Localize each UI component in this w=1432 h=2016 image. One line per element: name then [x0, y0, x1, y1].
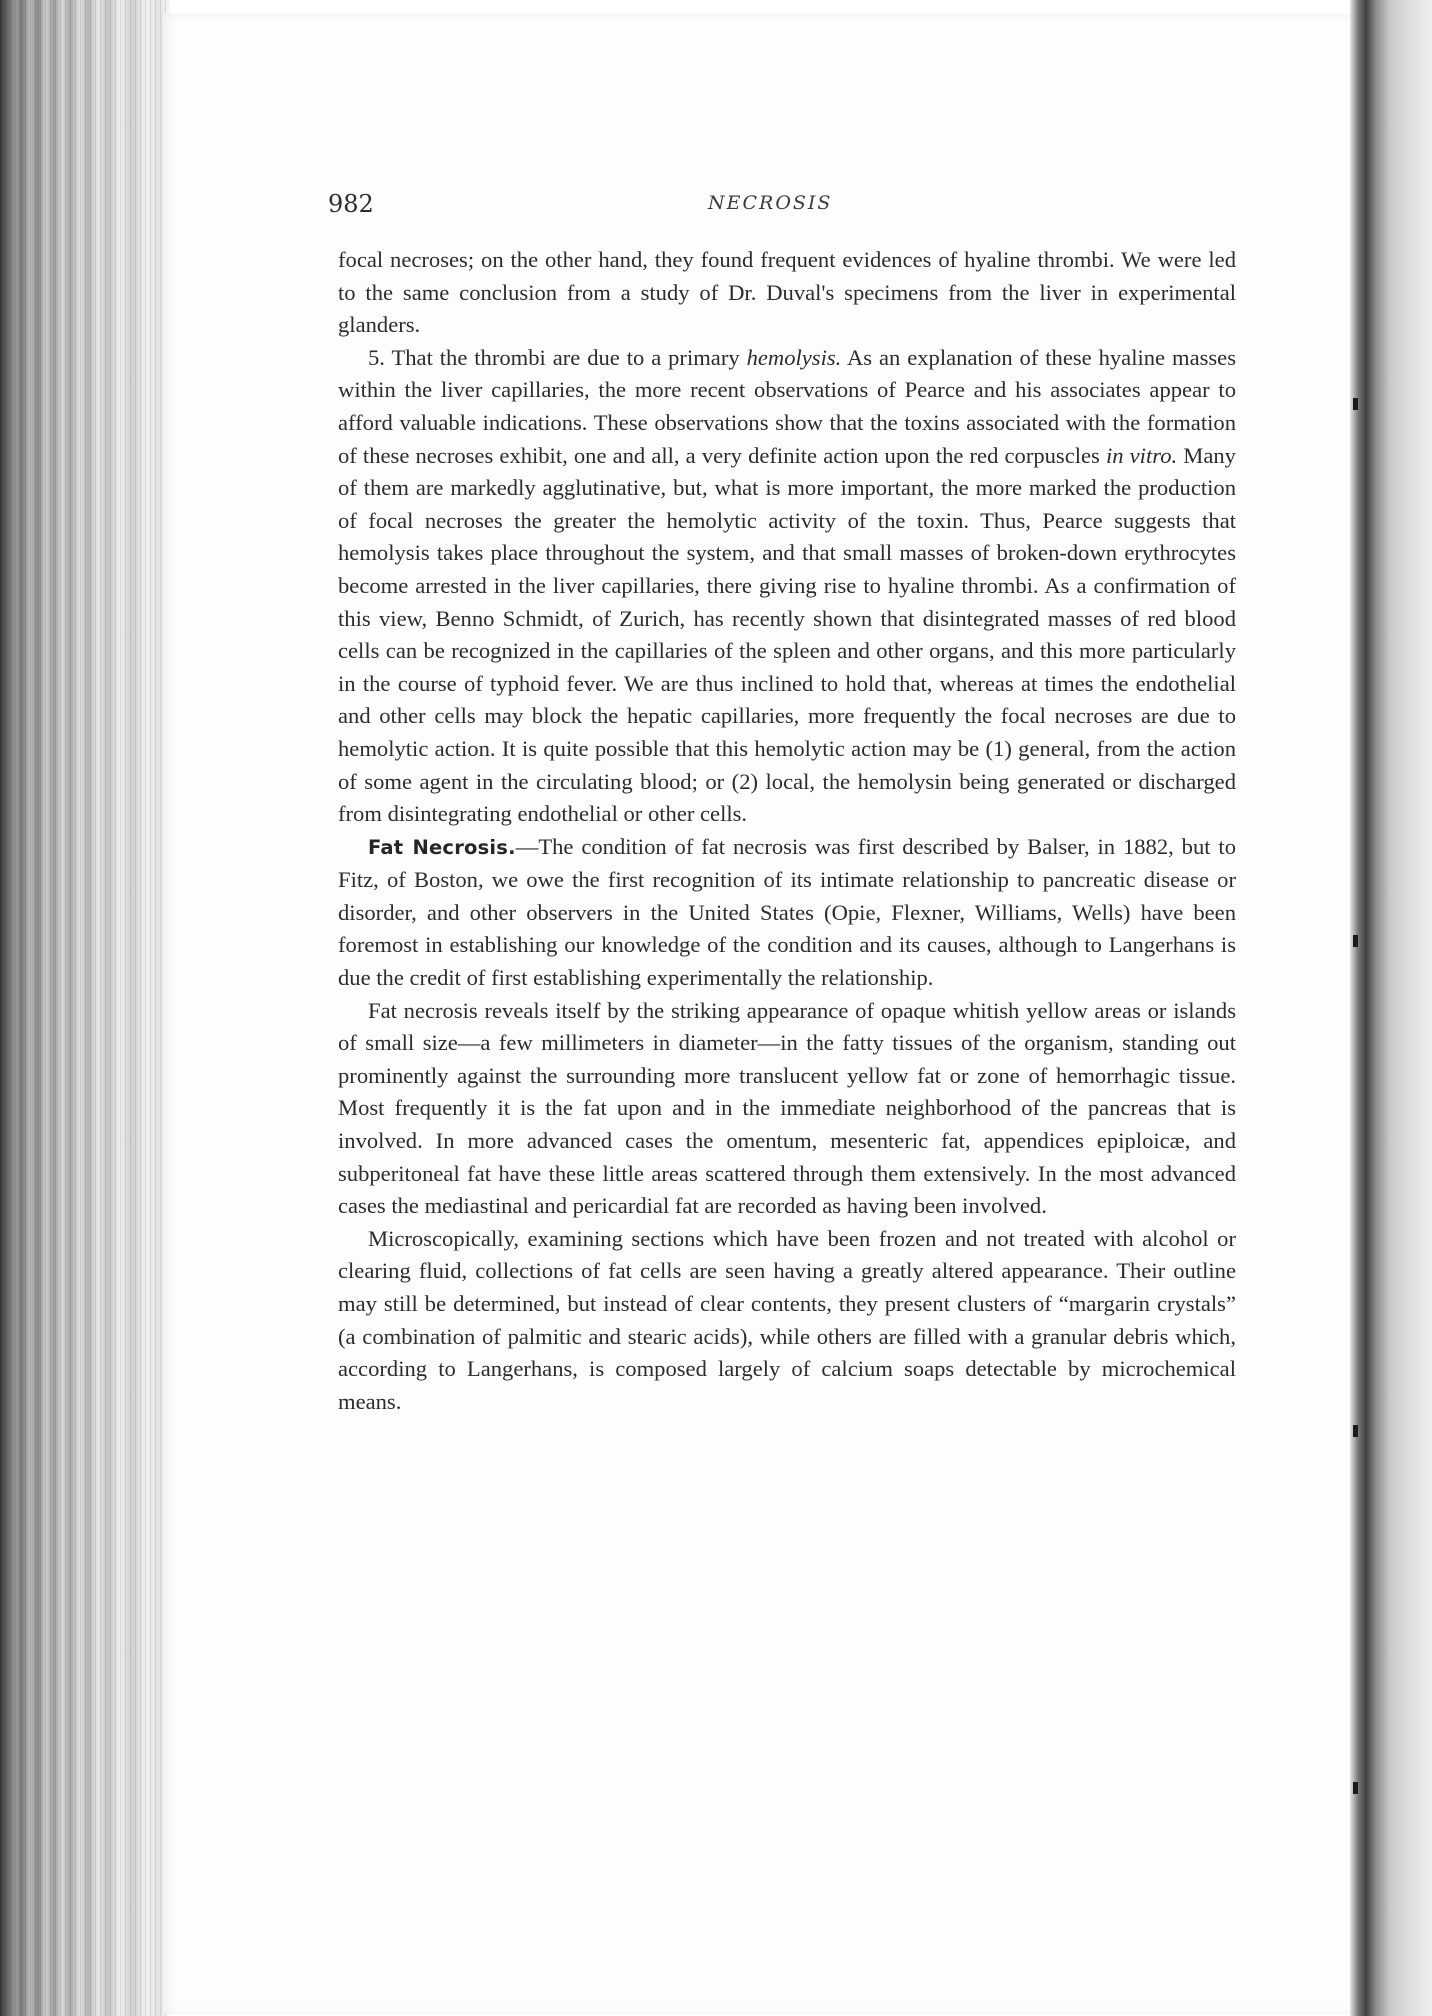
text-run: 5. That the thrombi are due to a primary	[368, 344, 747, 370]
paragraph-gross-appearance: Fat necrosis reveals itself by the striking appearance of opaque whitish yellow areas or islands of small size—a few millimeters in diameter—in the fatty tissues of the organism, standing out prominently against the surrounding more translucent yellow fat or zone of hemorrhagic tissue. Most frequently it is the fat upon and in the immediate neighborhood of the pancreas that is involved. In more advanced cases the omentum, mesenteric fat, appendices epiploicæ, and subperitoneal fat have these little areas scattered through them extensively. In the most advanced cases the mediastinal and pericardial fat are recorded as having been involved.	[338, 997, 1236, 1219]
gutter-mark	[1353, 935, 1358, 947]
text-run: —The condition of fat necrosis was first described by Balser, in 1882, but to Fitz, of Boston, we owe the first recognition of its intimate relationship to pancreatic disease or disorder, and other observers in the United States (Opie, Flexner, Williams, Wells) have been foremost in establishing our knowledge of the condition and its causes, although to Langerhans is due the credit of first establishing experimentally the relationship.	[338, 833, 1236, 991]
book-page-edges	[0, 0, 170, 2016]
text-run: As an explanation of these hyaline masses within the liver capillaries, the more recent observations of Pearce and his associates appear to afford valuable indications. These observations show that the toxins associated with the formation of these necroses exhibit, one and all, a very definite action upon the red corpuscles	[338, 344, 1236, 468]
paragraph-continued: focal necroses; on the other hand, they found frequent evidences of hyaline thrombi. We were led to the same conclusion from a study of Dr. Duval's specimens from the liver in experimental glanders.	[338, 247, 1236, 338]
paragraph-fat-necrosis	[338, 831, 1236, 995]
paragraph-hemolysis	[338, 342, 1236, 831]
book-gutter	[1350, 0, 1432, 2016]
italic-term: in vitro.	[1105, 442, 1178, 468]
paragraph-microscopic: Microscopically, examining sections which have been frozen and not treated with alcohol or clearing fluid, collections of fat cells are seen having a greatly altered appearance. Their outline may still be determined, but instead of clear contents, they present clusters of “margarin crystals” (a combination of palmitic and stearic acids), while others are filled with a granular debris which, according to Langerhans, is composed largely of calcium soaps detectable by microchemical means.	[338, 1225, 1236, 1414]
running-head: NECROSIS	[708, 192, 833, 214]
gutter-mark	[1353, 398, 1358, 410]
gutter-mark	[1353, 1782, 1358, 1794]
italic-term: hemolysis.	[746, 344, 842, 370]
text-run: Many of them are markedly agglutinative, but, what is more important, the more marked the production of focal necroses the greater the hemolytic activity of the toxin. Thus, Pearce suggests that hemolysis takes place throughout the system, and that small masses of broken-down erythrocytes become arrested in the liver capillaries, there giving rise to hyaline thrombi. As a confirmation of this view, Benno Schmidt, of Zurich, has recently shown that disintegrated masses of red blood cells can be recognized in the capillaries of the spleen and other organs, and this more particularly in the course of typhoid fever. We are thus inclined to hold that, whereas at times the endothelial and other cells may block the hepatic capillaries, more frequently the focal necroses are due to hemolytic action. It is quite possible that this hemolytic action may be (1) general, from the action of some agent in the circulating blood; or (2) local, the hemolysin being generated or discharged from disintegrating endothelial or other cells.	[338, 442, 1236, 827]
body-text	[338, 244, 1236, 1418]
section-heading: Fat Necrosis.	[368, 835, 516, 859]
gutter-mark	[1353, 1425, 1358, 1437]
page-number: 982	[328, 190, 374, 218]
page-header	[328, 190, 1238, 230]
